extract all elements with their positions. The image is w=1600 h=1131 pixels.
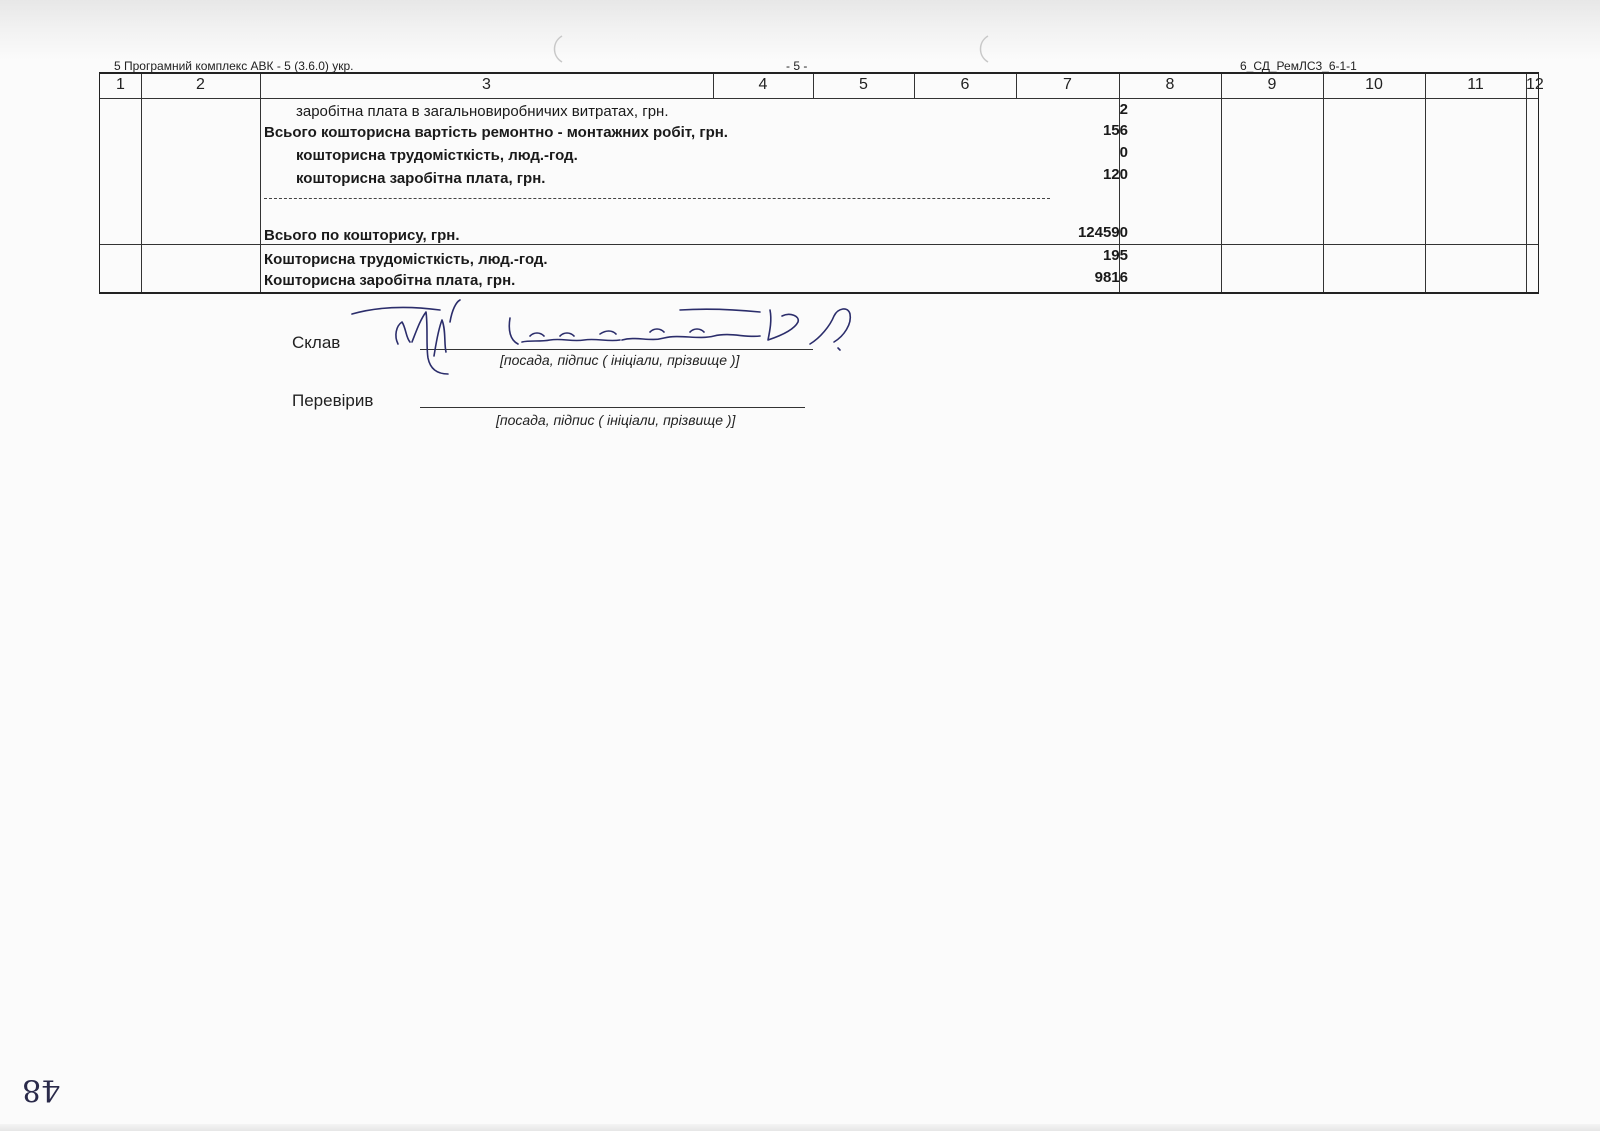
column-divider: [260, 74, 261, 292]
column-number: 9: [1267, 76, 1277, 93]
row-label-labor-hours: кошторисна трудомісткість, люд.-год.: [296, 147, 578, 164]
row-label-total-labor-hours: Кошторисна трудомісткість, люд.-год.: [264, 251, 548, 268]
column-number: 5: [859, 76, 868, 93]
column-divider: [141, 74, 142, 292]
composed-by-label: Склав: [292, 333, 341, 352]
row-value-overhead-wages: 2: [1119, 101, 1128, 118]
row-label-overhead-wages: заробітна плата в загальновиробничих витратах, грн.: [296, 103, 669, 120]
separator-dashed-line: [264, 198, 1050, 199]
row-label-estimated-wages: кошторисна заробітна плата, грн.: [296, 170, 546, 187]
column-divider: [1526, 74, 1527, 292]
column-number: 12: [1526, 76, 1544, 93]
row-value-labor-hours: 0: [1119, 144, 1128, 161]
column-number: 8: [1165, 76, 1175, 93]
row-label-total-wages: Кошторисна заробітна плата, грн.: [264, 272, 516, 289]
row-value-total-repair-cost: 156: [1102, 122, 1128, 139]
column-number: 4: [758, 76, 768, 93]
column-number: 2: [196, 76, 205, 93]
scan-artifact-arc-icon: [548, 34, 566, 64]
handwritten-signature: [350, 296, 880, 386]
checked-signature-line: [420, 407, 805, 408]
checked-signature-caption: [посада, підпис ( ініціали, прізвище )]: [496, 412, 736, 428]
checked-by-label: Перевірив: [292, 391, 374, 410]
row-value-total-labor-hours: 195: [1102, 247, 1128, 264]
scan-shadow: [0, 0, 1600, 60]
handwritten-page-number: 48: [22, 1072, 61, 1107]
row-label-estimate-total: Всього по кошторису, грн.: [264, 227, 460, 244]
scan-artifact-arc-icon: [974, 34, 992, 64]
column-number: 11: [1467, 76, 1484, 93]
column-number: 6: [960, 76, 970, 93]
estimate-table: [99, 72, 1544, 294]
totals-row-divider: [100, 244, 1538, 245]
composed-signature-caption: [посада, підпис ( ініціали, прізвище )]: [500, 352, 740, 368]
column-divider: [1323, 74, 1324, 292]
row-value-estimated-wages: 120: [1102, 166, 1128, 183]
header-row-divider: [100, 98, 1538, 99]
row-value-estimate-total: 124590: [1077, 224, 1128, 241]
row-label-total-repair-cost: Всього кошторисна вартість ремонтно - монтажних робіт, грн.: [264, 124, 728, 141]
column-divider: [1425, 74, 1426, 292]
column-divider: [1221, 74, 1222, 292]
row-value-total-wages: 9816: [1094, 269, 1128, 286]
column-number: 7: [1063, 76, 1072, 93]
scan-bottom-edge: [0, 1124, 1600, 1131]
column-number: 3: [482, 76, 491, 93]
column-number: 10: [1365, 76, 1383, 93]
column-number: 1: [116, 76, 125, 93]
program-header: 5 Програмний комплекс АВК - 5 (3.6.0) укр.: [114, 59, 354, 73]
document-code: 6_СД_РемЛС3_6-1-1: [1240, 59, 1357, 73]
page-number: - 5 -: [786, 59, 808, 73]
